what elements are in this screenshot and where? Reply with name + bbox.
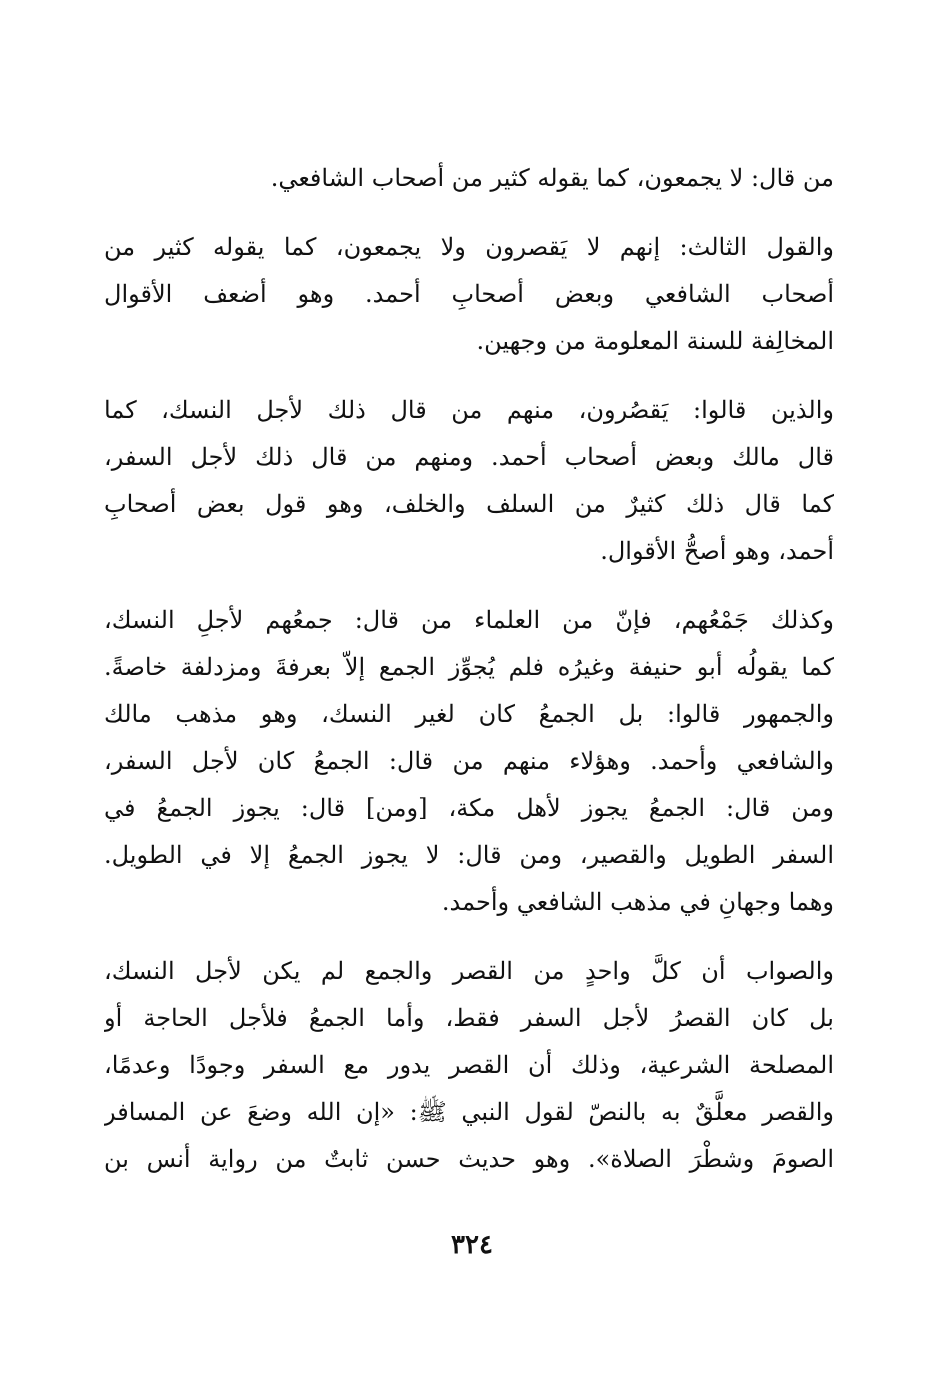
paragraph-gap: [104, 202, 834, 224]
text-line: السفر الطويل والقصير، ومن قال: لا يجوز الجمعُ إلا في الطويل.: [104, 841, 834, 869]
text-line: أصحاب الشافعي وبعض أصحابِ أحمد. وهو أضعف الأقوال: [104, 280, 834, 308]
page-number: ٣٢٤: [451, 1230, 493, 1260]
paragraph-5: [104, 948, 834, 1183]
text-line: والقول الثالث: إنهم لا يَقصرون ولا يجمعون، كما يقوله كثير من: [104, 233, 834, 261]
text-line: والقصر معلَّقٌ به بالنصّ لقول النبي ﷺ: «إن الله وضعَ عن المسافر: [104, 1098, 834, 1126]
text-line: والصواب أن كلَّ واحدٍ من القصر والجمع لم يكن لأجل النسك،: [104, 957, 834, 985]
text-line: ومن قال: الجمعُ يجوز لأهل مكة، [ومن] قال: يجوز الجمعُ في: [104, 794, 834, 822]
text-line: وكذلك جَمْعُهم، فإنّ من العلماء من قال: جمعُهم لأجلِ النسك،: [104, 606, 834, 634]
paragraph-2: [104, 224, 834, 365]
text-line: المصلحة الشرعية، وذلك أن القصر يدور مع السفر وجودًا وعدمًا،: [104, 1051, 834, 1079]
text-line: من قال: لا يجمعون، كما يقوله كثير من أصحاب الشافعي.: [270, 164, 834, 192]
text-line: بل كان القصرُ لأجل السفر فقط، وأما الجمعُ فلأجل الحاجة أو: [104, 1004, 834, 1032]
text-line: وهما وجهانِ في مذهب الشافعي وأحمد.: [441, 888, 834, 916]
text-line: كما يقولُه أبو حنيفة وغيرُه فلم يُجوِّز الجمع إلاّ بعرفةَ ومزدلفة خاصةً.: [104, 653, 834, 681]
paragraph-gap: [104, 575, 834, 597]
text-line: والشافعي وأحمد. وهؤلاء منهم من قال: الجمعُ كان لأجل السفر،: [104, 747, 834, 775]
text-line: المخالِفة للسنة المعلومة من وجهين.: [476, 327, 834, 355]
text-line: والجمهور قالوا: بل الجمعُ كان لغير النسك، وهو مذهب مالك: [104, 700, 834, 728]
text-line: قال مالك وبعض أصحاب أحمد. ومنهم من قال ذلك لأجل السفر،: [104, 443, 834, 471]
text-line: كما قال ذلك كثيرٌ من السلف والخلف، وهو قول بعض أصحابِ: [104, 490, 834, 518]
paragraph-1: [104, 155, 834, 202]
text-line: والذين قالوا: يَقصُرون، منهم من قال ذلك لأجل النسك، كما: [104, 396, 834, 424]
text-line: أحمد، وهو أصحُّ الأقوال.: [600, 537, 834, 565]
text-line: الصومَ وشطْرَ الصلاة». وهو حديث حسن ثابتٌ من رواية أنس بن: [104, 1145, 834, 1173]
paragraph-4: [104, 597, 834, 926]
paragraph-3: [104, 387, 834, 575]
paragraph-gap: [104, 926, 834, 948]
body-text: [104, 155, 834, 1183]
paragraph-gap: [104, 365, 834, 387]
